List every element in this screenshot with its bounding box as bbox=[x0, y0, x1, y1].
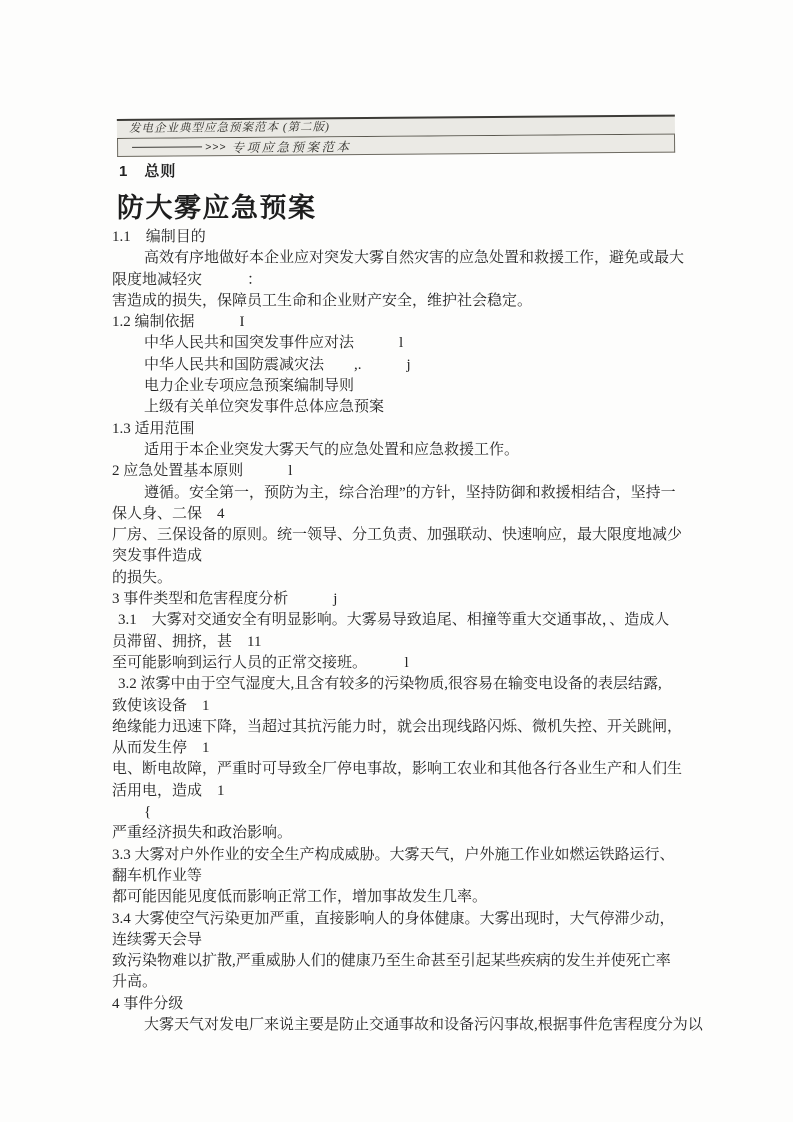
body-line: 员滞留、拥挤，甚 11 bbox=[112, 633, 262, 650]
series-label: 专项应急预案范本 bbox=[231, 139, 352, 155]
body-line: 电、断电故障，严重时可导致全厂停电事故，影响工农业和其他各行各业生产和人们生 bbox=[112, 761, 683, 778]
body-line: 活用电，造成 1 bbox=[112, 782, 225, 799]
body-line: 2 应急处置基本原则 l bbox=[112, 463, 293, 480]
body-line: 3.1 大雾对交通安全有明显影响。大雾易导致追尾、相撞等重大交通事故，、造成人 bbox=[118, 612, 670, 629]
body-line: 连续雾天会导 bbox=[112, 931, 203, 948]
body-line: 害造成的损失，保障员工生命和企业财产安全，维护社会稳定。 bbox=[112, 292, 533, 309]
body-line: 保人身、二保 4 bbox=[112, 505, 225, 522]
body-line: 适用于本企业突发大雾天气的应急处置和应急救援工作。 bbox=[144, 441, 520, 458]
triple-chevron-icon: >>> bbox=[205, 140, 227, 153]
body-line: 3.3 大雾对户外作业的安全生产构成威胁。大雾天气，户外施工作业如燃运铁路运行、 bbox=[112, 846, 675, 863]
body-line: 厂房、三保设备的原则。统一领导、分工负责、加强联动、快速响应，最大限度地减少 bbox=[112, 527, 683, 544]
chapter-heading: 1 总则 bbox=[119, 163, 177, 180]
header-dash-line bbox=[132, 146, 202, 148]
body-line: 中华人民共和国防震减灾法 ,. j bbox=[144, 356, 411, 373]
body-line: 绝缘能力迅速下降，当超过其抗污能力时，就会出现线路闪烁、微机失控、开关跳闸， bbox=[112, 718, 683, 735]
body-line: 翻车机作业等 bbox=[112, 867, 203, 884]
body-line: 3.2 浓雾中由于空气湿度大,且含有较多的污染物质,很容易在输变电设备的表层结露, bbox=[118, 676, 662, 693]
body-line: 上级有关单位突发事件总体应急预案 bbox=[144, 399, 385, 416]
body-line: 遵循。安全第一，预防为主，综合治理”的方针，坚持防御和救援相结合，坚持一 bbox=[144, 484, 676, 501]
book-title: 发电企业典型应急预案范本 (第二版) bbox=[117, 115, 675, 139]
body-text-block bbox=[112, 227, 712, 1036]
body-line: 1.3 适用范围 bbox=[112, 420, 195, 437]
body-line: 限度地减轻灾 ： bbox=[112, 271, 263, 288]
document-title: 防大雾应急预案 bbox=[117, 193, 317, 223]
body-line: 致污染物难以扩散,严重威胁人们的健康乃至生命甚至引起某些疾病的发生并使死亡率 bbox=[112, 953, 671, 970]
body-line: { bbox=[144, 804, 152, 821]
body-line: 大雾天气对发电厂来说主要是防止交通事故和设备污闪事故,根据事件危害程度分为以 bbox=[144, 1016, 703, 1033]
body-line: 电力企业专项应急预案编制导则 bbox=[144, 378, 355, 395]
body-line: 1.1 编制目的 bbox=[112, 229, 206, 245]
body-line: 4 事件分级 bbox=[112, 995, 184, 1012]
body-line: 至可能影响到运行人员的正常交接班。 l bbox=[112, 654, 409, 671]
body-line: 都可能因能见度低而影响正常工作，增加事故发生几率。 bbox=[112, 889, 488, 906]
body-line: 高效有序地做好本企业应对突发大雾自然灾害的应急处置和救援工作，避免或最大 bbox=[144, 250, 685, 267]
body-line: 中华人民共和国突发事件应对法 l bbox=[144, 335, 404, 352]
body-line: 从而发生停 1 bbox=[112, 740, 210, 757]
body-line: 严重经济损失和政治影响。 bbox=[112, 825, 293, 842]
body-line: 3 事件类型和危害程度分析 j bbox=[112, 591, 338, 608]
body-line: 3.4 大雾使空气污染更加严重，直接影响人的身体健康。大雾出现时，大气停滞少动， bbox=[112, 910, 675, 927]
page-header-band bbox=[117, 115, 675, 157]
body-line: 1.2 编制依据 I bbox=[112, 314, 245, 331]
body-line: 突发事件造成 bbox=[112, 548, 203, 565]
body-line: 升高。 bbox=[112, 974, 158, 991]
series-header-row bbox=[117, 135, 675, 157]
body-line: 的损失。 bbox=[112, 569, 173, 586]
body-line: 致使该设备 1 bbox=[112, 697, 210, 714]
